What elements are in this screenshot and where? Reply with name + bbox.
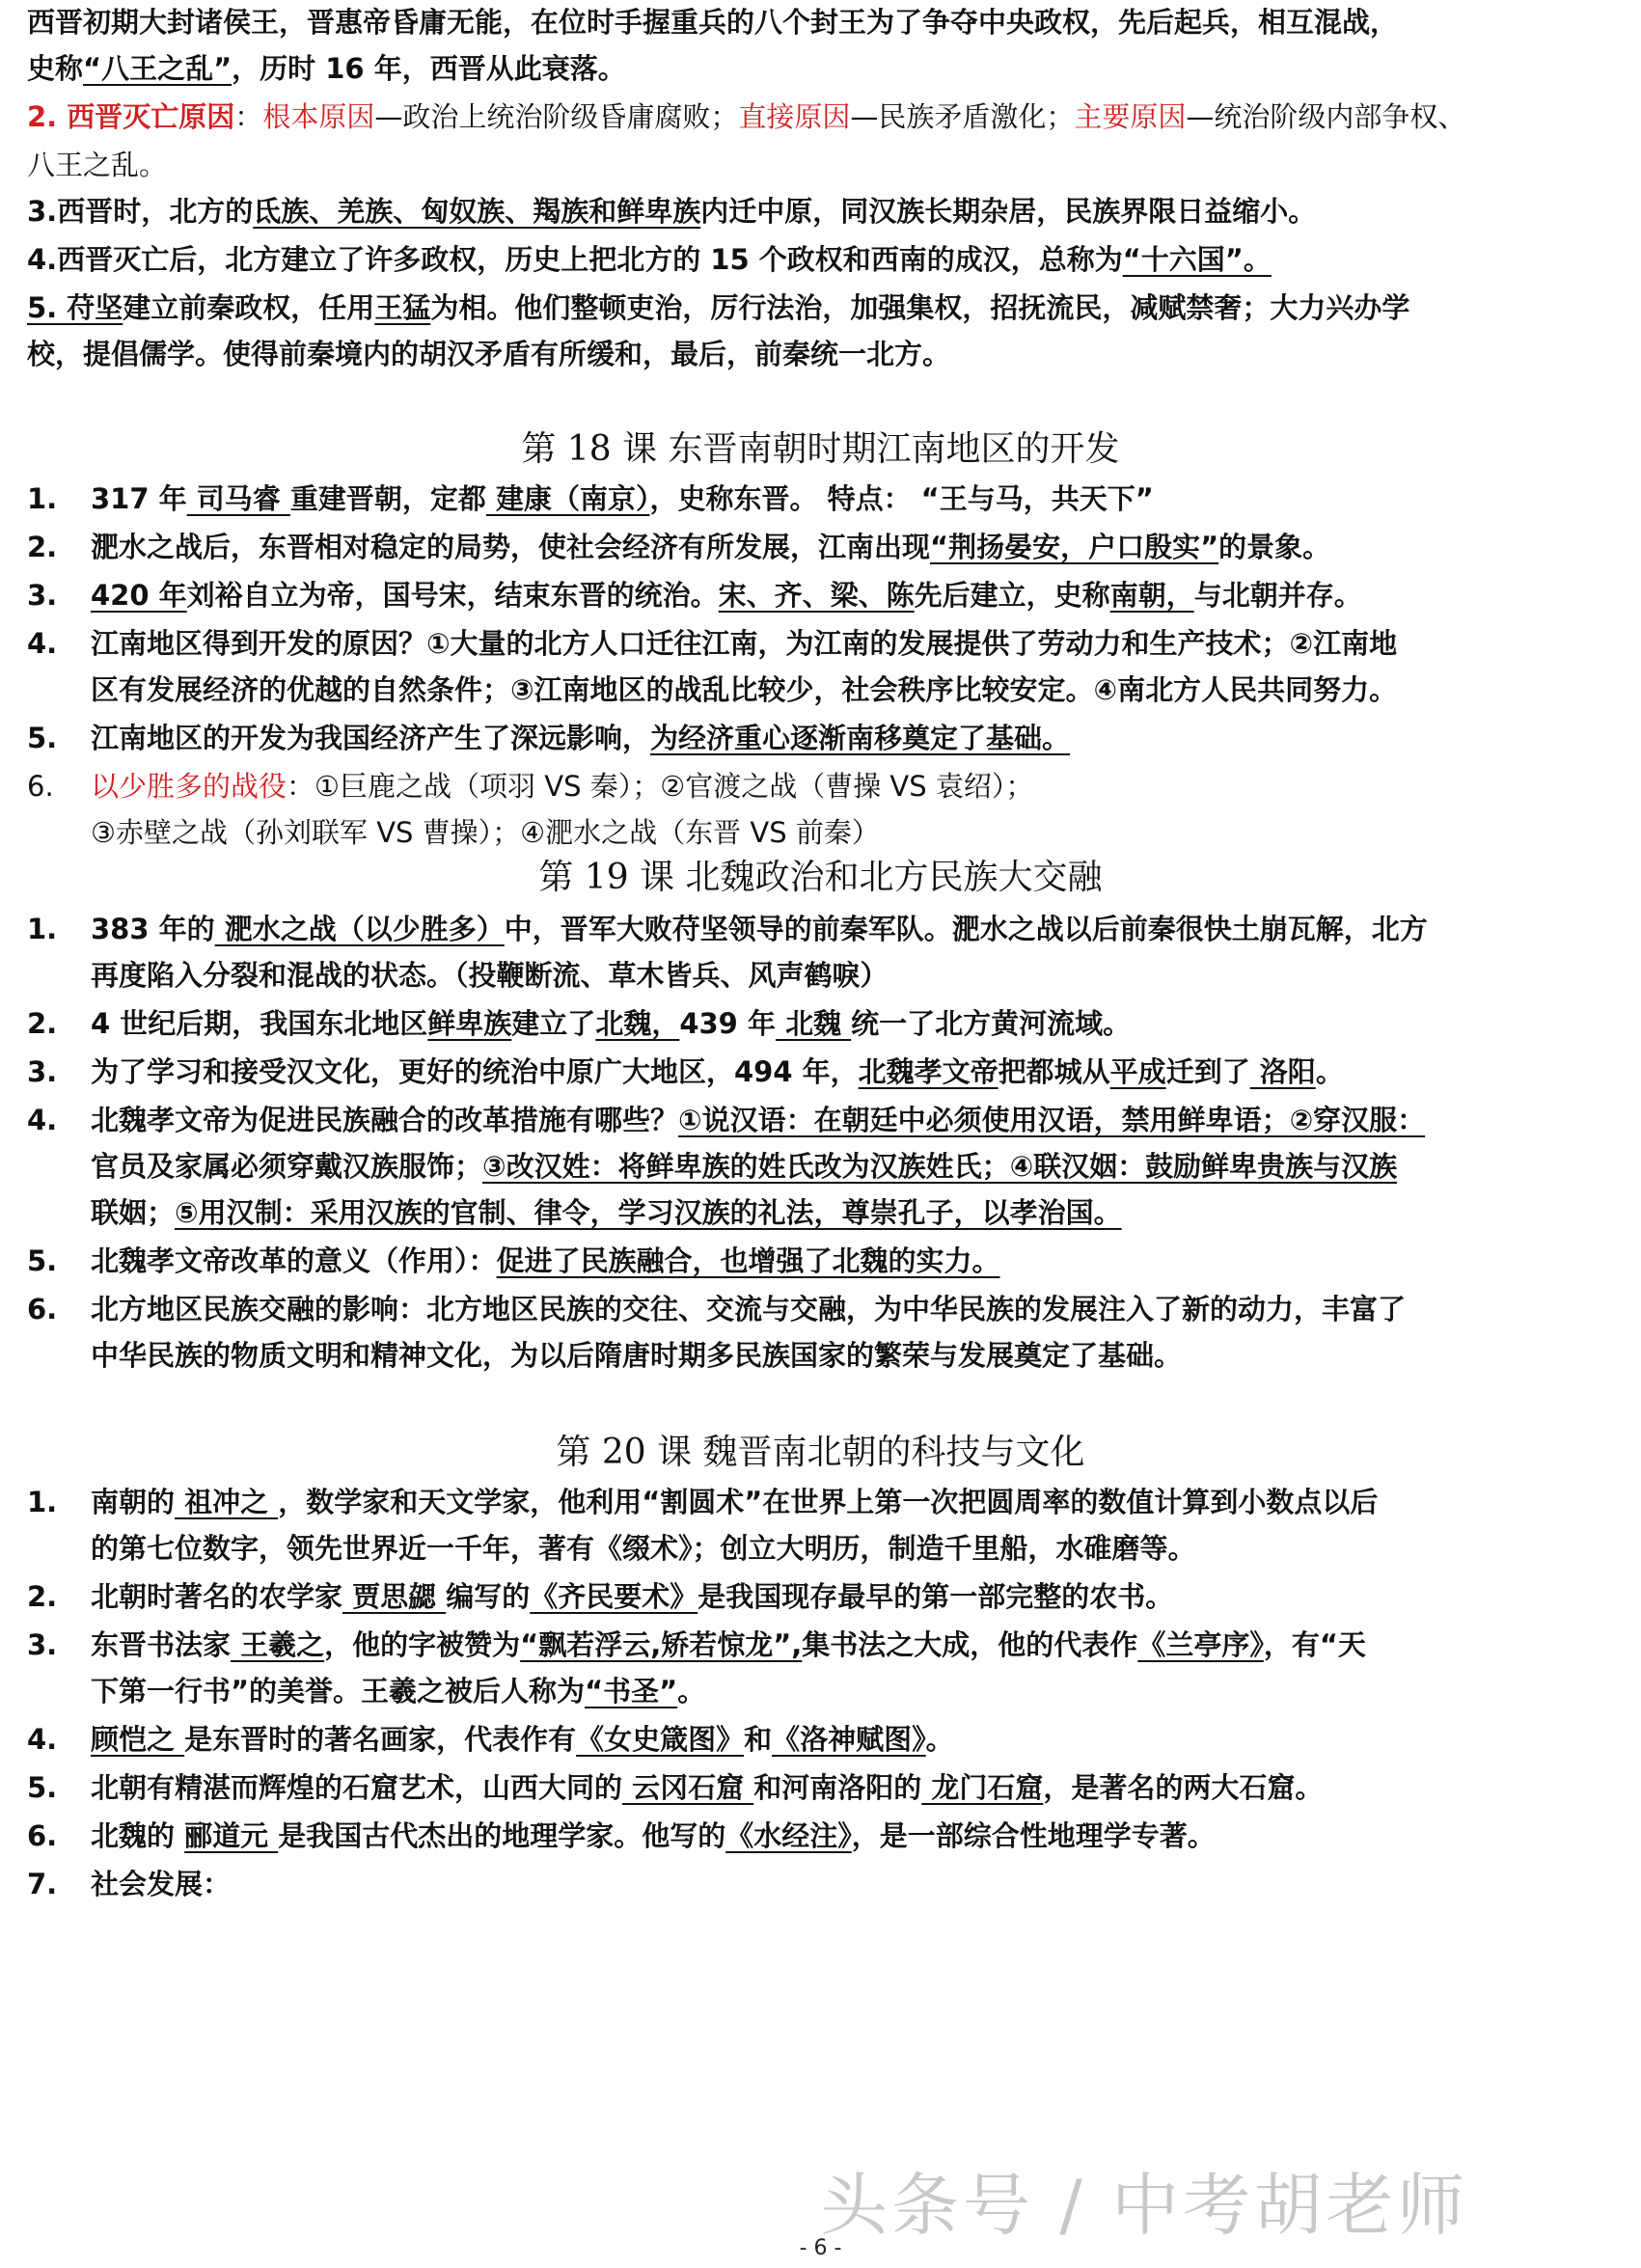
page-number: - 6 -	[799, 2236, 842, 2260]
intro-point-5-cont: 校，提倡儒学。使得前秦境内的胡汉矛盾有所缓和，最后，前秦统一北方。	[27, 338, 951, 370]
intro-line-2: 史称“八王之乱”，历时 16 年，西晋从此衰落。	[27, 52, 626, 85]
eight-kings-term: “八王之乱”	[83, 52, 232, 85]
intro-point-4: 4.西晋灭亡后，北方建立了许多政权，历史上把北方的 15 个政权和西南的成汉，总称为“十六国”。	[27, 243, 1272, 276]
intro-line-1: 西晋初期大封诸侯王，晋惠帝昏庸无能，在位时手握重兵的八个封王为了争夺中央政权，先后起兵，相互混战，	[27, 6, 1399, 39]
lesson-19-title: 第 19 课 北魏政治和北方民族大交融	[538, 858, 1103, 897]
lesson-20-title: 第 20 课 魏晋南北朝的科技与文化	[556, 1433, 1085, 1472]
intro-point-5: 5. 苻坚建立前秦政权，任用王猛为相。他们整顿吏治，厉行法治，加强集权，招抚流民，减赋禁奢；大力兴办学	[27, 291, 1410, 324]
intro-point-2: 2. 西晋灭亡原因：根本原因—政治上统治阶级昏庸腐败；直接原因—民族矛盾激化；主要原因—统治阶级内部争权、	[27, 100, 1466, 133]
document-page: 西晋初期大封诸侯王，晋惠帝昏庸无能，在位时手握重兵的八个封王为了争夺中央政权，先后起兵，相互混战， 史称“八王之乱”，历时 16 年，西晋从此衰落。 2. 西晋灭亡原因：根本原因—政治上统治阶级昏庸腐败；直接原因—民族矛盾激化；主要原因—统治阶级内部争权、 八王之乱。 3.西晋时，北方的氐族、羌族、匈奴族、羯族和鲜卑族内迁中原，同汉族长期杂居，民族界限日益缩小。 4.西晋灭亡后，北方建立了许多政权，历史上把北方的 15 个政权和西南的成汉，总称为“十六国”。 5. 苻坚建立前秦政权，任用王猛为相。他们整顿吏治，厉行法治，加强集权，招抚流民，减赋禁奢；大力兴办学 校，提倡儒学。使得前秦境内的胡汉矛盾有所缓和，最后，前秦统一北方。 第 18 课 东晋南朝时期江南地区的开发 1. 317 年 司马睿 重建晋朝，定都 建康（南京），史称东晋。 特点： “王与马，共天下” 2. 淝水之战后，东晋相对稳定的局势，使社会经济有所发展，江南出现“荆扬晏安，户口殷实”的景象。 3. 420 年刘裕自立为帝，国号宋，结束东晋的统治。宋、齐、梁、陈先后建立，史称南朝，与北朝并存。 4. 江南地区得到开发的原因？①大量的北方人口迁往江南，为江南的发展提供了劳动力和生产技术；②江南地 区有发展经济的优越的自然条件；③江南地区的战乱比较少，社会秩序比较安定。④南北方人民共同努力。 5. 江南地区的开发为我国经济产生了深远影响，为经济重心逐渐南移奠定了基础。 6. 以少胜多的战役：①巨鹿之战（项羽 VS 秦）；②官渡之战（曹操 VS 袁绍）； ③赤壁之战（孙刘联军 VS 曹操）；④淝水之战（东晋 VS 前秦） 第 19 课 北魏政治和北方民族大交融 1. 383 年的 淝水之战（以少胜多）中，晋军大败苻坚领导的前秦军队。淝水之战以后前秦很快土崩瓦解，北方 再度陷入分裂和混战的状态。（投鞭断流、草木皆兵、风声鹤唳） 2. 4 世纪后期，我国东北地区鲜卑族建立了北魏，439 年 北魏 统一了北方黄河流域。 3. 为了学习和接受汉文化，更好的统治中原广大地区，494 年，北魏孝文帝把都城从平成迁到了 洛阳。 4. 北魏孝文帝为促进民族融合的改革措施有哪些？①说汉语：在朝廷中必须使用汉语，禁用鲜卑语；②穿汉服： 官员及家属必须穿戴汉族服饰；③改汉姓：将鲜卑族的姓氏改为汉族姓氏；④联汉姻：鼓励鲜卑贵族与汉族 联姻；⑤用汉制：采用汉族的官制、律令，学习汉族的礼法，尊崇孔子，以孝治国。 5. 北魏孝文帝改革的意义（作用）：促进了民族融合，也增强了北魏的实力。 6. 北方地区民族交融的影响：北方地区民族的交往、交流与交融，为中华民族的发展注入了新的动力，丰富了 中华民族的物质文明和精神文化，为以后隋唐时期多民族国家的繁荣与发展奠定了基础。 第 20 课 魏晋南北朝的科技与文化 1. 南朝的 祖冲之 ，数学家和天文学家，他利用“割圆术”在世界上第一次把圆周率的数值计算到小数点以后 的第七位数字，领先世界近一千年，著有《缀术》；创立大明历，制造千里船，水碓磨等。 2. 北朝时著名的农学家 贾思勰 编写的《齐民要术》是我国现存最早的第一部完整的农书。 3. 东晋书法家 王羲之，他的字被赞为“飘若浮云,矫若惊龙”,集书法之大成，他的代表作《兰亭序》，有“天 下第一行书”的美誉。王羲之被后人称为“书圣”。 4. 顾恺之 是东晋时的著名画家，代表作有《女史箴图》和《洛神赋图》。 5. 北朝有精湛而辉煌的石窟艺术，山西大同的 云冈石窟 和河南洛阳的 龙门石窟，是著名的两大石窟。 6. 北魏的 郦道元 是我国古代杰出的地理学家。他写的《水经注》，是一部综合性地理学专著。 7. 社会发展： 头条号 / 中考胡老师 - 6 -	[0, 0, 1641, 2268]
point-2-heading: 2. 西晋灭亡原因	[27, 100, 235, 133]
watermark: 头条号 / 中考胡老师	[820, 2166, 1469, 2245]
intro-point-2-cont: 八王之乱。	[27, 149, 168, 181]
lesson-18-title: 第 18 课 东晋南朝时期江南地区的开发	[521, 429, 1120, 469]
intro-point-3: 3.西晋时，北方的氐族、羌族、匈奴族、羯族和鲜卑族内迁中原，同汉族长期杂居，民族界限日益缩小。	[27, 195, 1317, 228]
